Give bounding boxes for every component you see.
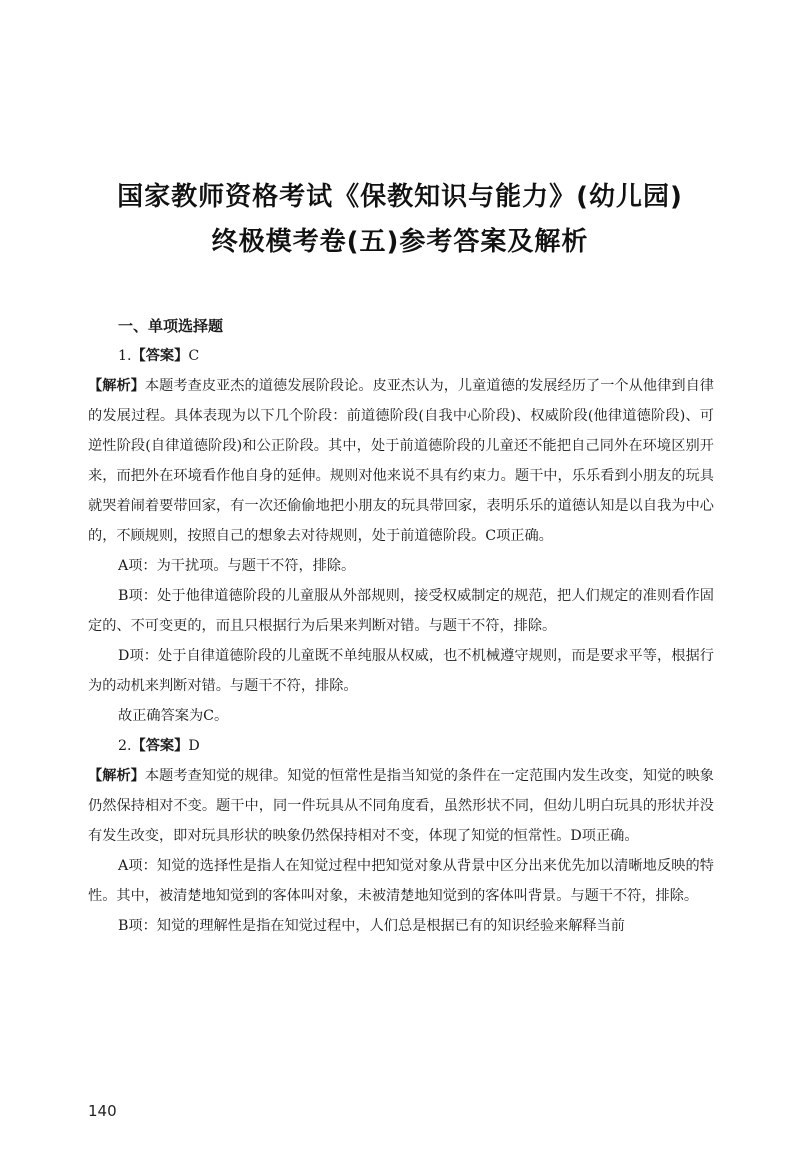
q1-analysis bbox=[88, 371, 714, 551]
q2-option-a: A项：知觉的选择性是指人在知觉过程中把知觉对象从背景中区分出来优先加以清晰地反映的特性。其中，被清楚地知觉到的客体叫对象，未被清楚地知觉到的客体叫背景。与题干不符，排除。 bbox=[88, 858, 714, 904]
page-title-line-2: 终极模考卷(五)参考答案及解析 bbox=[211, 227, 589, 257]
q1-conclusion: 故正确答案为C。 bbox=[118, 708, 229, 724]
q2-number: 2. bbox=[118, 738, 132, 754]
q1-answer: C bbox=[188, 348, 200, 364]
q1-number: 1. bbox=[118, 348, 132, 364]
q2-analysis-text: 本题考查知觉的规律。知觉的恒常性是指当知觉的条件在一定范围内发生改变，知觉的映象仍然保持相对不变。题干中，同一件玩具从不同角度看，虽然形状不同，但幼儿明白玩具的形状并没有发生改变，即对玩具形状的映象仍然保持相对不变，体现了知觉的恒常性。D项正确。 bbox=[88, 768, 714, 844]
section-heading: 一、单项选择题 bbox=[118, 317, 224, 335]
q2-answer-line bbox=[88, 731, 714, 761]
q1-option-b: B项：处于他律道德阶段的儿童服从外部规则，接受权威制定的规范，把人们规定的准则看作固定的、不可变更的，而且只根据行为后果来判断对错。与题干不符，排除。 bbox=[88, 588, 714, 634]
q1-analysis-text: 本题考查皮亚杰的道德发展阶段论。皮亚杰认为，儿童道德的发展经历了一个从他律到自律的发展过程。具体表现为以下几个阶段：前道德阶段(自我中心阶段)、权威阶段(他律道德阶段)、可逆性阶段(自律道德阶段)和公正阶段。其中，处于前道德阶段的儿童还不能把自己同外在环境区别开来，而把外在环境看作他自身的延伸。规则对他来说不具有约束力。题干中，乐乐看到小朋友的玩具就哭着闹着要带回家，有一次还偷偷地把小朋友的玩具带回家，表明乐乐的道德认知是以自我为中心的，不顾规则，按照自己的想象去对待规则，处于前道德阶段。C项正确。 bbox=[88, 378, 714, 544]
q2-answer: D bbox=[188, 738, 200, 754]
q1-answer-tag: 【答案】 bbox=[131, 348, 189, 364]
q2-analysis-tag: 【解析】 bbox=[88, 768, 145, 784]
answer-content bbox=[88, 311, 714, 941]
q1-answer-line bbox=[88, 341, 714, 371]
q2-option-b: B项：知觉的理解性是指在知觉过程中，人们总是根据已有的知识经验来解释当前 bbox=[118, 918, 625, 934]
q2-answer-tag: 【答案】 bbox=[131, 738, 189, 754]
page-number: 140 bbox=[88, 1102, 117, 1120]
q1-option-d: D项：处于自律道德阶段的儿童既不单纯服从权威，也不机械遵守规则，而是要求平等，根据行为的动机来判断对错。与题干不符，排除。 bbox=[88, 648, 714, 694]
q1-analysis-tag: 【解析】 bbox=[88, 378, 145, 394]
q1-option-a: A项：为干扰项。与题干不符，排除。 bbox=[118, 558, 356, 574]
q2-analysis bbox=[88, 761, 714, 851]
page-title-line-1: 国家教师资格考试《保教知识与能力》(幼儿园) bbox=[117, 182, 683, 212]
